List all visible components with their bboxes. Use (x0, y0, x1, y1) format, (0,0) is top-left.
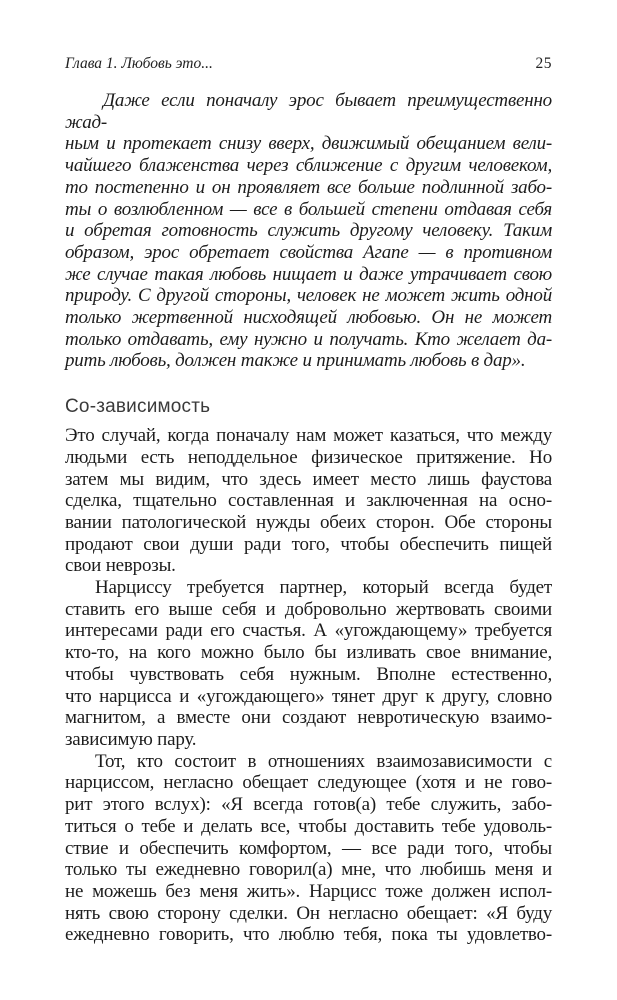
text-line: и обретая готовность служить другому человеку. Таким (65, 220, 552, 242)
text-line: продают свои души ради того, чтобы обеспечить пищей (65, 533, 552, 555)
text-line: Это случай, когда поначалу нам может казаться, что между (65, 425, 552, 447)
page-header (65, 54, 552, 73)
text-line: ежедневно говорить, что люблю тебя, пока ты удовлетво- (65, 924, 552, 946)
page-number: 25 (535, 55, 552, 72)
paragraph (65, 425, 552, 577)
text-line: то постепенно и он проявляет все больше подлинной забо- (65, 176, 552, 198)
text-line: только отдавать, ему нужно и получать. Кто желает да- (65, 328, 552, 350)
text-line: ным и протекает снизу вверх, движимый обещанием вели- (65, 133, 552, 155)
text-line: вании патологической нужды обеих сторон. Обе стороны (65, 511, 552, 533)
quote-paragraph (65, 90, 552, 372)
text-line: нарциссом, негласно обещает следующее (хотя и не гово- (65, 772, 552, 794)
text-line: Нарциссу требуется партнер, который всегда будет (95, 577, 552, 599)
text-line: затем мы видим, что здесь имеет место лишь фаустова (65, 468, 552, 490)
text-line: Тот, кто состоит в отношениях взаимозависимости с (95, 750, 552, 772)
text-line: чтобы чувствовать себя нужным. Вполне естественно, (65, 663, 552, 685)
text-line: чайшего блаженства через сближение с другим человеком, (65, 155, 552, 177)
paragraph (65, 577, 552, 751)
text-line: титься о тебе и делать все, чтобы доставить тебе удоволь- (65, 815, 552, 837)
chapter-title: Глава 1. Любовь это... (65, 55, 213, 72)
text-line: только ты ежедневно говорил(а) мне, что любишь меня и (65, 859, 552, 881)
section-heading: Со-зависимость (65, 396, 211, 418)
text-line: образом, эрос обретает свойства Агапе — в противном (65, 241, 552, 263)
text-line: Даже если поначалу эрос бывает преимущественно жад- (65, 90, 552, 133)
text-column (65, 90, 552, 946)
text-line: не можешь без меня жить». Нарцисс тоже должен испол- (65, 880, 552, 902)
text-line: магнитом, а вместе они создают невротическую взаимо- (65, 707, 552, 729)
paragraph (65, 751, 552, 946)
text-line: ты о возлюбленном — все в большей степени отдавая себя (65, 198, 552, 220)
text-line: ставить его выше себя и добровольно жертвовать своими (65, 598, 552, 620)
text-line: только жертвенной нисходящей любовью. Он не может (65, 307, 552, 329)
text-line: природу. С другой стороны, человек не может жить одной (65, 285, 552, 307)
text-line: сделка, тщательно составленная и заключенная на осно- (65, 490, 552, 512)
text-line: нять свою сторону сделки. Он негласно обещает: «Я буду (65, 902, 552, 924)
text-line: рить любовь, должен также и принимать любовь в дар». (65, 350, 526, 372)
text-line: ствие и обеспечить комфортом, — все ради того, чтобы (65, 837, 552, 859)
text-line: свои неврозы. (65, 555, 176, 577)
text-line: интересами ради его счастья. А «угождающему» требуется (65, 620, 552, 642)
text-line: же случае такая любовь нищает и даже утрачивает свою (65, 263, 552, 285)
text-line: что нарцисса и «угождающего» тянет друг к другу, словно (65, 685, 552, 707)
text-line: людьми есть неподдельное физическое притяжение. Но (65, 446, 552, 468)
text-line: зависимую пару. (65, 728, 197, 750)
text-line: кто-то, на кого можно было бы изливать свое внимание, (65, 642, 552, 664)
text-line: рит этого вслух): «Я всегда готов(а) тебе служить, забо- (65, 794, 552, 816)
